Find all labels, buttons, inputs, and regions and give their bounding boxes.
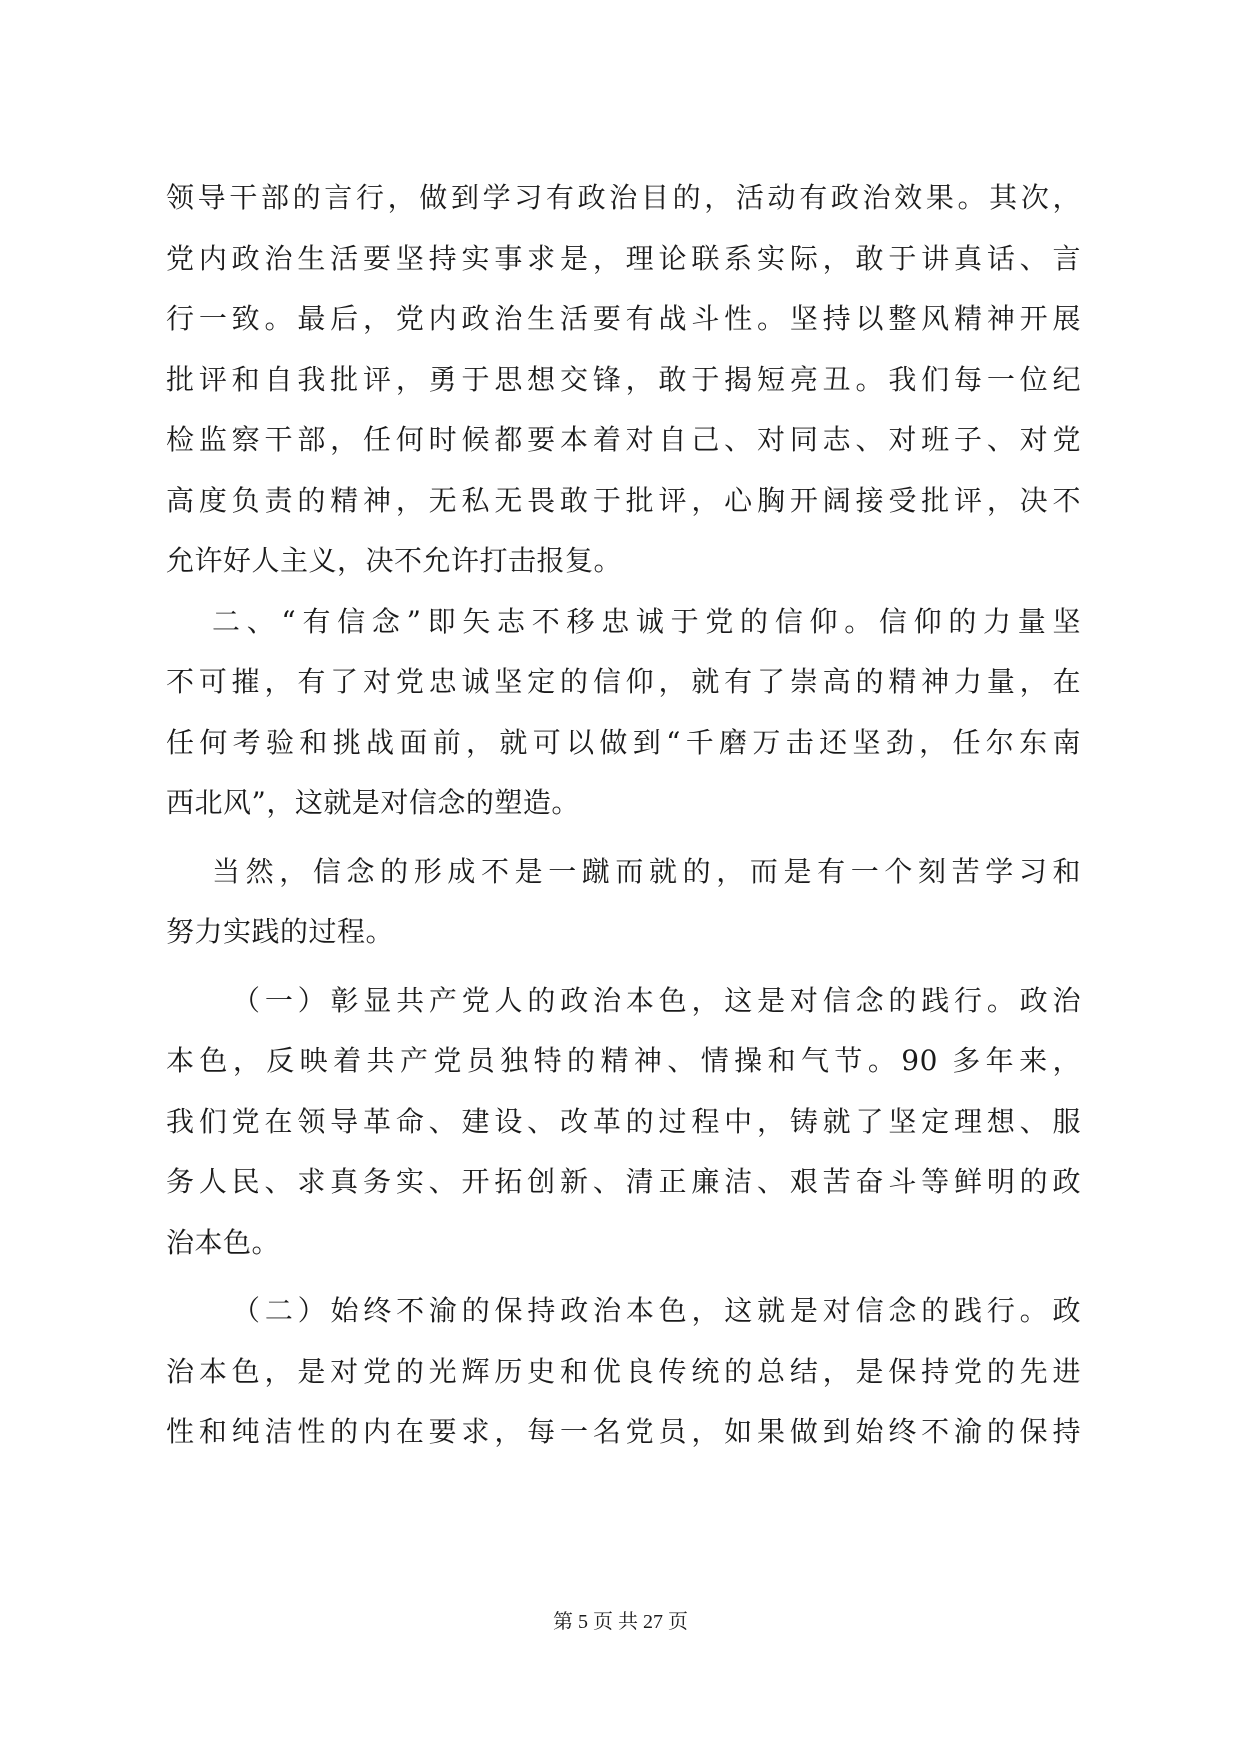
- paragraph: [166, 1281, 1081, 1463]
- text-line: 不可摧，有了对党忠诚坚定的信仰，就有了崇高的精神力量，在: [166, 665, 1081, 698]
- text-line: 二、“有信念”即矢志不移忠诚于党的信仰。信仰的力量坚: [212, 604, 1081, 638]
- text-line: 治本色。: [166, 1225, 281, 1259]
- paragraph: [166, 168, 1081, 592]
- text-line: 治本色，是对党的光辉历史和优良传统的总结，是保持党的先进: [166, 1354, 1081, 1388]
- paragraph: [166, 842, 1081, 963]
- text-line: 当然，信念的形成不是一蹴而就的，而是有一个刻苦学习和: [212, 854, 1081, 888]
- text-line: 行一致。最后，党内政治生活要有战斗性。坚持以整风精神开展: [166, 302, 1081, 335]
- text-line: 努力实践的过程。: [166, 915, 395, 948]
- text-line: 任何考验和挑战面前，就可以做到“千磨万击还坚劲，任尔东南: [166, 725, 1081, 759]
- text-line: 高度负责的精神，无私无畏敢于批评，心胸开阔接受批评，决不: [166, 483, 1081, 517]
- paragraph: [166, 592, 1081, 834]
- text-line: 检监察干部，任何时候都要本着对自己、对同志、对班子、对党: [166, 423, 1081, 456]
- text-line: 党内政治生活要坚持实事求是，理论联系实际，敢于讲真话、言: [166, 241, 1081, 275]
- text-line: 允许好人主义，决不允许打击报复。: [166, 544, 623, 577]
- text-line: （一）彰显共产党人的政治本色，这是对信念的践行。政治: [232, 983, 1081, 1017]
- text-line: 我们党在领导革命、建设、改革的过程中，铸就了坚定理想、服: [166, 1104, 1081, 1138]
- text-line: 性和纯洁性的内在要求，每一名党员，如果做到始终不渝的保持: [166, 1415, 1081, 1448]
- text-line: 务人民、求真务实、开拓创新、清正廉洁、艰苦奋斗等鲜明的政: [166, 1165, 1081, 1198]
- document-body: [166, 168, 1081, 1463]
- text-line: 本色，反映着共产党员独特的精神、情操和气节。90 多年来，: [166, 1044, 1081, 1077]
- text-line: 西北风”，这就是对信念的塑造。: [166, 786, 580, 819]
- paragraph: [166, 971, 1081, 1274]
- text-line: （二）始终不渝的保持政治本色，这就是对信念的践行。政: [232, 1294, 1081, 1327]
- text-line: 领导干部的言行，做到学习有政治目的，活动有政治效果。其次，: [166, 181, 1081, 214]
- page-number-footer: 第 5 页 共 27 页: [553, 1611, 688, 1633]
- text-line: 批评和自我批评，勇于思想交锋，敢于揭短亮丑。我们每一位纪: [166, 362, 1081, 396]
